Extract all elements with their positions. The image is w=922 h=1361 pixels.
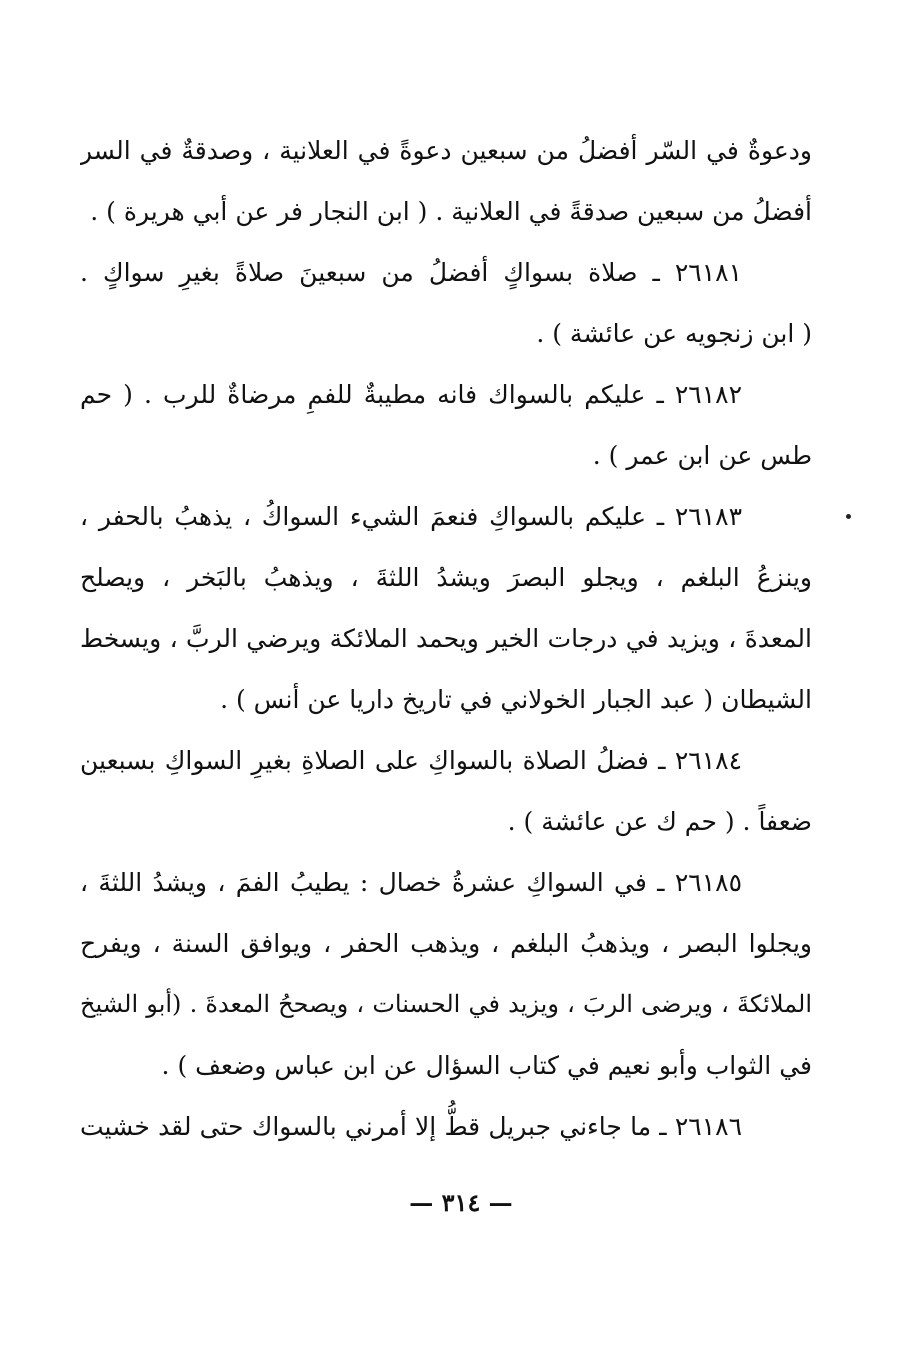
text-line: وينزعُ البلغم ، ويجلو البصرَ ويشدُ اللثةَ ، ويذهبُ بالبَخر ، ويصلح xyxy=(80,563,812,592)
page-number: — ٣١٤ — xyxy=(409,1188,513,1217)
text-line: الملائكةَ ، ويرضى الربَ ، ويزيد في الحسنات ، ويصححُ المعدةَ . (أبو الشيخ xyxy=(80,990,812,1018)
hadith-text-block xyxy=(80,120,812,1157)
text-line: ( ابن زنجويه عن عائشة ) . xyxy=(536,319,812,348)
hadith-26185-line: ٢٦١٨٥ ـ في السواكِ عشرةُ خصال : يطيبُ الفمَ ، ويشدُ اللثةَ ، xyxy=(80,868,742,897)
text-line: ويجلوا البصر ، ويذهبُ البلغم ، ويذهب الحفر ، ويوافق السنة ، ويفرح xyxy=(80,929,812,958)
text-line: في الثواب وأبو نعيم في كتاب السؤال عن ابن عباس وضعف ) . xyxy=(161,1051,812,1080)
hadith-26186-line: ٢٦١٨٦ ـ ما جاءني جبريل قطُّ إلا أمرني بالسواك حتى لقد خشيت xyxy=(80,1112,742,1141)
text-line: طس عن ابن عمر ) . xyxy=(592,441,812,470)
hadith-26182-line: ٢٦١٨٢ ـ عليكم بالسواك فانه مطيبةٌ للفمِ مرضاةٌ للرب . ( حم xyxy=(80,380,742,409)
text-line: الشيطان ( عبد الجبار الخولاني في تاريخ داريا عن أنس ) . xyxy=(220,685,812,714)
text-line: أفضلُ من سبعين صدقةً في العلانية . ( ابن النجار فر عن أبي هريرة ) . xyxy=(90,197,812,226)
hadith-26184-line: ٢٦١٨٤ ـ فضلُ الصلاة بالسواكِ على الصلاةِ بغيرِ السواكِ بسبعين xyxy=(80,746,742,775)
margin-dot xyxy=(846,514,851,519)
text-line: المعدةَ ، ويزيد في درجات الخير ويحمد الملائكة ويرضي الربَّ ، ويسخط xyxy=(80,624,812,653)
text-line: ودعوةٌ في السّر أفضلُ من سبعين دعوةً في العلانية ، وصدقةٌ في السر xyxy=(80,136,812,165)
text-line: ضعفاً . ( حم ك عن عائشة ) . xyxy=(507,807,812,836)
hadith-26181-line: ٢٦١٨١ ـ صلاة بسواكٍ أفضلُ من سبعينَ صلاةً بغيرِ سواكٍ . xyxy=(80,258,742,287)
hadith-26183-line: ٢٦١٨٣ ـ عليكم بالسواكِ فنعمَ الشيء السواكُ ، يذهبُ بالحفر ، xyxy=(80,502,742,531)
